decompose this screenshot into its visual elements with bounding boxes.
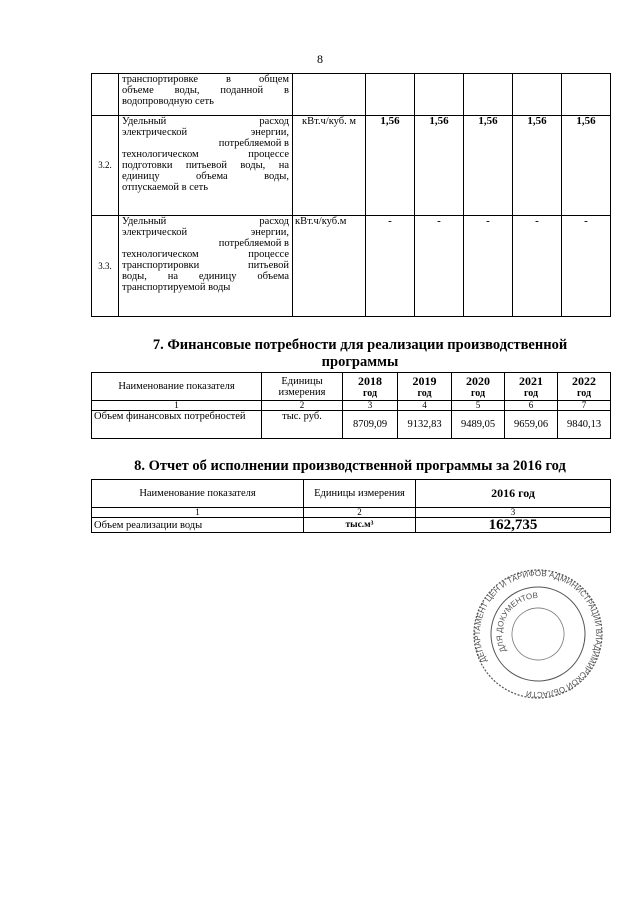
stamp-outer-text: ДЕПАРТАМЕНТ ЦЕН И ТАРИФОВ АДМИНИСТРАЦИИ ВЛАДИМИРСКОЙ ОБЛАСТИ xyxy=(472,568,604,700)
column-header-name: Наименование показателя xyxy=(92,373,262,401)
page-number: 8 xyxy=(317,52,323,66)
table-row xyxy=(92,518,611,533)
execution-report-table xyxy=(91,479,611,533)
indicator-name-cell: Объем финансовых потребностей xyxy=(92,411,262,439)
section-8-title: 8. Отчет об исполнении производственной программы за 2016 год xyxy=(134,458,566,474)
value-cell: 9659,06 xyxy=(505,411,558,439)
column-header-year: 2016 год xyxy=(416,480,611,508)
unit-cell: кВт.ч/куб.м xyxy=(293,216,366,317)
unit-cell: кВт.ч/куб. м xyxy=(293,116,366,216)
numbering-row: 1 2 3 xyxy=(92,508,611,518)
value-cell: 1,56 xyxy=(415,116,464,216)
table-row xyxy=(92,74,611,116)
value-cell: 1,56 xyxy=(464,116,513,216)
value-cell: 162,735 xyxy=(416,518,611,533)
official-stamp xyxy=(462,568,614,700)
value-cell: 8709,09 xyxy=(343,411,398,439)
column-header-year: 2020 год xyxy=(452,373,505,401)
column-header-year: 2018 год xyxy=(343,373,398,401)
unit-cell: тыс.м³ xyxy=(304,518,416,533)
value-cell: 1,56 xyxy=(562,116,611,216)
row-number-cell xyxy=(92,74,119,116)
column-header-unit: Единицы измерения xyxy=(304,480,416,508)
column-header-name: Наименование показателя xyxy=(92,480,304,508)
indicators-table xyxy=(91,73,611,317)
indicator-name-cell: транспортировке в общем объеме воды, поданной в водопроводную сеть xyxy=(119,74,293,116)
column-header-year: 2021 год xyxy=(505,373,558,401)
value-cell: 9489,05 xyxy=(452,411,505,439)
unit-cell: тыс. руб. xyxy=(262,411,343,439)
value-cell: 9132,83 xyxy=(398,411,452,439)
value-cell: - xyxy=(366,216,415,317)
row-number-cell: 3.3. xyxy=(92,216,119,317)
row-number-cell: 3.2. xyxy=(92,116,119,216)
section-7-title: 7. Финансовые потребности для реализации производственной программы xyxy=(152,337,568,370)
value-cell: - xyxy=(513,216,562,317)
header-row xyxy=(92,480,611,508)
value-cell: - xyxy=(562,216,611,317)
table-row xyxy=(92,216,611,317)
table-row xyxy=(92,411,611,439)
indicator-name-cell: Удельный расход электрической энергии, потребляемой в технологическом процессе транспортировки питьевой воды, на единицу объема транспортируемой воды xyxy=(119,216,293,317)
header-row xyxy=(92,373,611,401)
numbering-row: 1 2 3 4 5 6 7 xyxy=(92,401,611,411)
value-cell: - xyxy=(464,216,513,317)
value-cell: - xyxy=(415,216,464,317)
indicator-name-cell: Объем реализации воды xyxy=(92,518,304,533)
stamp-inner-text: ДЛЯ ДОКУМЕНТОВ xyxy=(494,590,539,654)
column-header-unit: Единицы измерения xyxy=(262,373,343,401)
column-header-year: 2022 год xyxy=(558,373,611,401)
value-cell: 1,56 xyxy=(513,116,562,216)
indicator-name-cell: Удельный расход электрической энергии, потребляемой в технологическом процессе подготовки питьевой воды, на единицу объема воды, отпускаемой в сеть xyxy=(119,116,293,216)
value-cell: 1,56 xyxy=(366,116,415,216)
value-cell: 9840,13 xyxy=(558,411,611,439)
financial-needs-table xyxy=(91,372,611,439)
column-header-year: 2019 год xyxy=(398,373,452,401)
table-row xyxy=(92,116,611,216)
